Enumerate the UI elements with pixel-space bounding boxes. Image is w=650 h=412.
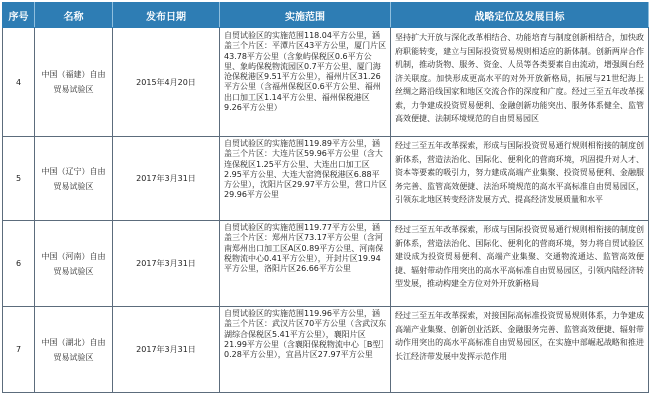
row-name: 中国（福建）自由贸易试验区 — [35, 28, 113, 137]
header-no: 序号 — [3, 3, 35, 28]
row-scope: 自贸试验区的实施范围119.77平方公里，涵盖三个片区：郑州片区73.17平方公里（含河南郑州出口加工区A区0.89平方公里、河南保税物流中心0.41平方公里），开封片区19.94平方公里，洛阳片区26.66平方公里 — [220, 221, 391, 307]
row-name: 中国（河南）自由贸易试验区 — [35, 221, 113, 307]
row-name: 中国（湖北）自由贸易试验区 — [35, 307, 113, 393]
row-no: 5 — [3, 137, 35, 221]
row-date: 2017年3月31日 — [113, 307, 220, 393]
table-row — [3, 137, 649, 221]
header-date: 发布日期 — [113, 3, 220, 28]
row-goal: 经过三至五年改革探索，形成与国际投资贸易通行规则相衔接的制度创新体系，营造法治化、国际化、便利化的营商环境，巩固提升对人才、资本等要素的吸引力，努力建成高端产业集聚、投资贸易便利、金融服务完善、监管高效便捷、法治环境规范的高水平高标准自由贸易园区，引领东北地区转变经济发展方式、提高经济发展质量和水平 — [391, 137, 649, 221]
row-scope: 自贸试验区的实施范围119.89平方公里，涵盖三个片区：大连片区59.96平方公里（含大连保税区1.25平方公里、大连出口加工区2.95平方公里、大连大窑湾保税港区6.88平方公里），沈阳片区29.97平方公里，营口片区29.96平方公里 — [220, 137, 391, 221]
table-header-row — [3, 3, 649, 28]
row-no: 6 — [3, 221, 35, 307]
table-row — [3, 221, 649, 307]
header-name: 名称 — [35, 3, 113, 28]
row-date: 2017年3月31日 — [113, 221, 220, 307]
row-date: 2017年3月31日 — [113, 137, 220, 221]
table-row — [3, 28, 649, 137]
row-date: 2015年4月20日 — [113, 28, 220, 137]
row-name: 中国（辽宁）自由贸易试验区 — [35, 137, 113, 221]
fta-table — [2, 2, 649, 393]
header-scope: 实施范围 — [220, 3, 391, 28]
table-row — [3, 307, 649, 393]
row-scope: 自贸试验区的实施范围119.96平方公里，涵盖三个片区：武汉片区70平方公里（含武汉东湖综合保税区5.41平方公里），襄阳片区21.99平方公里（含襄阳保税物流中心［B型］0.28平方公里），宜昌片区27.97平方公里 — [220, 307, 391, 393]
row-no: 4 — [3, 28, 35, 137]
row-goal: 经过三至五年改革探索，形成与国际投资贸易通行规则相衔接的制度创新体系，营造法治化、国际化、便利化的营商环境，努力将自贸试验区建设成为投资贸易便利、高端产业集聚、交通物流通达、监管高效便捷、辐射带动作用突出的高水平高标准自由贸易园区，引领内陆经济转型发展，推动构建全方位对外开放新格局 — [391, 221, 649, 307]
row-no: 7 — [3, 307, 35, 393]
header-goal: 战略定位及发展目标 — [391, 3, 649, 28]
row-goal: 坚持扩大开放与深化改革相结合、功能培育与制度创新相结合，加快政府职能转变，建立与国际投资贸易规则相适应的新体制。创新两岸合作机制，推动货物、服务、资金、人员等各类要素自由流动，增强闽台经济关联度。加快形成更高水平的对外开放新格局，拓展与21世纪海上丝绸之路沿线国家和地区交流合作的深度和广度。经过三至五年改革探索，力争建成投资贸易便利、金融创新功能突出、服务体系健全、监管高效便捷、法制环境规范的自由贸易园区 — [391, 28, 649, 137]
row-scope: 自贸试验区的实施范围118.04平方公里，涵盖三个片区：平潭片区43平方公里，厦门片区43.78平方公里（含象屿保税区0.6平方公里、象屿保税物流园区0.7平方公里、厦门海沧保税港区9.51平方公里），福州片区31.26平方公里（含福州保税区0.6平方公里、福州出口加工区1.14平方公里、福州保税港区9.26平方公里） — [220, 28, 391, 137]
row-goal: 经过三至五年改革探索，对接国际高标准投资贸易规则体系，力争建成高端产业集聚、创新创业活跃、金融服务完善、监管高效便捷、辐射带动作用突出的高水平高标准自由贸易园区，在实施中部崛起战略和推进长江经济带发展中发挥示范作用 — [391, 307, 649, 393]
